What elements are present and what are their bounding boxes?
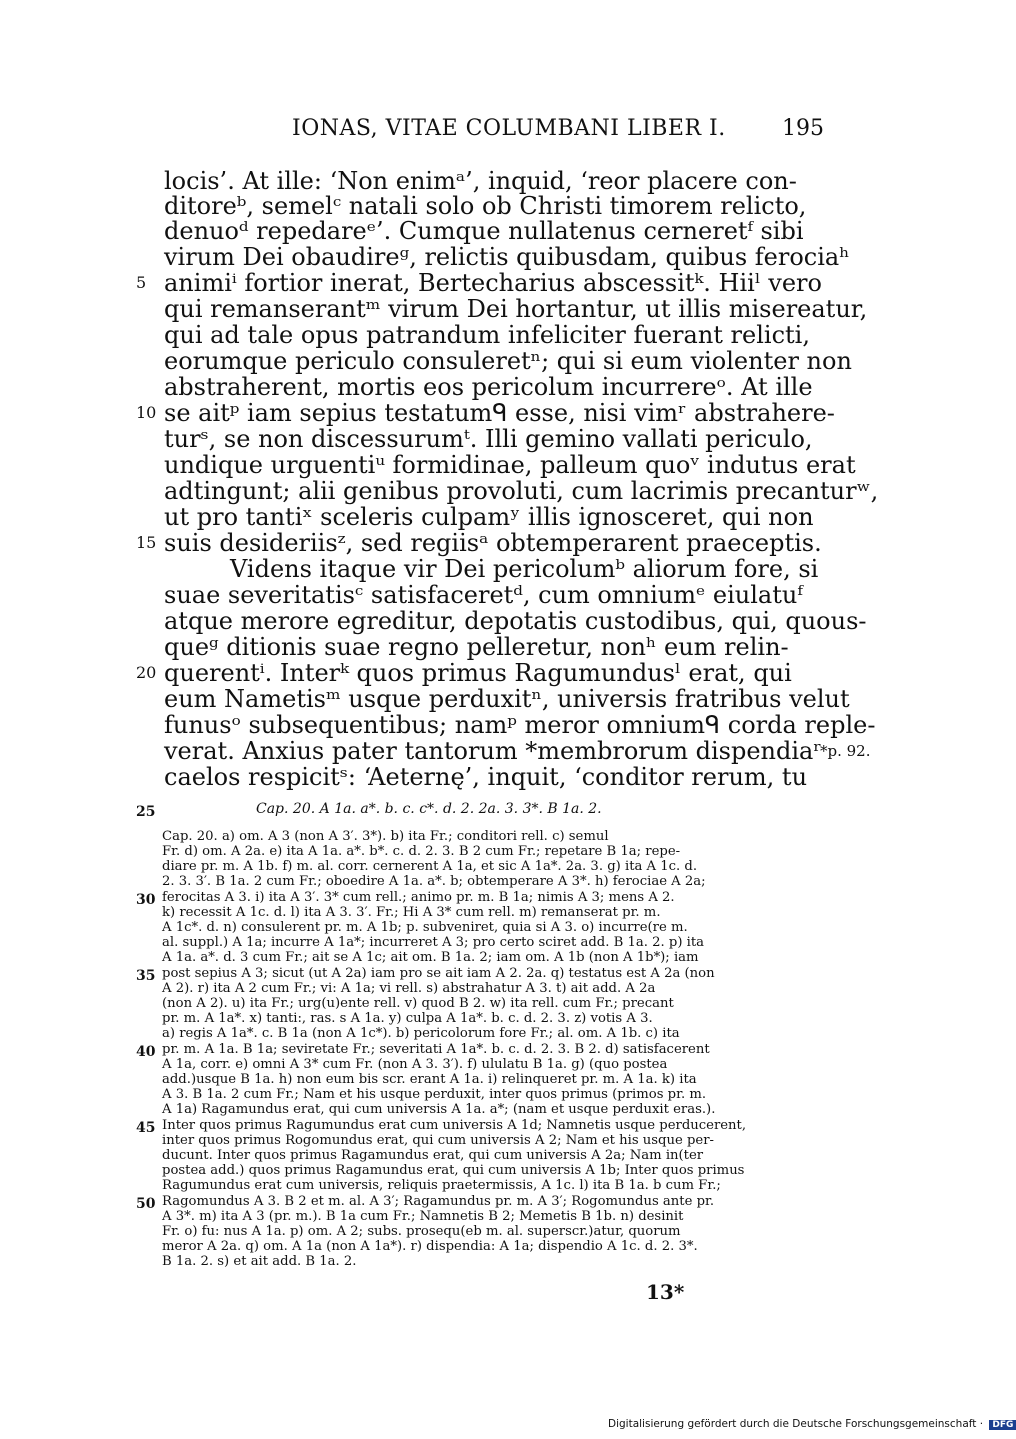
line-number: 5 bbox=[136, 273, 147, 292]
footnote-line: pr. m. A 1a. B 1a; seviretate Fr.; severitati A 1a*. b. c. d. 2. 3. B 2. d) satisfacerent bbox=[162, 1042, 710, 1057]
text-line: atque merore egreditur, depotatis custodibus, qui, quous- bbox=[164, 607, 867, 635]
footnote-line: A 3. B 1a. 2 cum Fr.; Nam et his usque perduxit, inter quos primus (primos pr. m. bbox=[162, 1087, 707, 1102]
text-line: qui remanserantᵐ virum Dei hortantur, ut illis misereatur, bbox=[164, 295, 868, 323]
text-line: ditoreᵇ, semelᶜ natali solo ob Christi timorem relicto, bbox=[164, 192, 807, 220]
apparatus-line-number: 40 bbox=[136, 1044, 156, 1060]
footnote-line: A 3*. m) ita A 3 (pr. m.). B 1a cum Fr.; Namnetis B 2; Memetis B 1b. n) desinit bbox=[162, 1209, 684, 1224]
text-line: animiⁱ fortior inerat, Bertecharius abscessitᵏ. Hiiˡ vero bbox=[164, 269, 822, 297]
text-line: Videns itaque vir Dei pericolumᵇ aliorum fore, si bbox=[230, 555, 819, 583]
footnote-line: Fr. d) om. A 2a. e) ita A 1a. a*. b*. c. d. 2. 3. B 2 cum Fr.; repetare B 1a; repe- bbox=[162, 844, 681, 859]
footnote-line: post sepius A 3; sicut (ut A 2a) iam pro se ait iam A 2. 2a. q) testatus est A 2a (non bbox=[162, 966, 715, 981]
apparatus-line-number: 25 bbox=[136, 804, 156, 820]
footnote-line: Ragumundus erat cum universis, reliquis praetermissis, A 1c. l) ita B 1a. b cum Fr.; bbox=[162, 1178, 721, 1193]
running-header bbox=[0, 116, 1000, 146]
text-line: caelos respicitˢ: ‘Aeternę’, inquit, ‘conditor rerum, tu bbox=[164, 763, 808, 791]
footnote-line: k) recessit A 1c. d. l) ita A 3. 3′. Fr.; Hi A 3* cum rell. m) remanserat pr. m. bbox=[162, 905, 661, 920]
apparatus-heading: Cap. 20. A 1a. a*. b. c. c*. d. 2. 2a. 3. 3*. B 1a. 2. bbox=[256, 801, 602, 817]
footnote-line: A 1a) Ragamundus erat, qui cum universis A 1a. a*; (nam et usque perduxit eras.). bbox=[162, 1102, 716, 1117]
running-title: IONAS, VITAE COLUMBANI LIBER I. bbox=[292, 116, 726, 141]
line-number: 15 bbox=[136, 533, 157, 552]
footnote-line: ferocitas A 3. i) ita A 3′. 3* cum rell.; animo pr. m. B 1a; nimis A 3; mens A 2. bbox=[162, 890, 675, 905]
footnote-line: A 1a, corr. e) omni A 3* cum Fr. (non A 3. 3′). f) ululatu B 1a. g) (quo postea bbox=[162, 1057, 668, 1072]
text-line: funusᵒ subsequentibus; namᵖ meror omniumᑫ corda reple- bbox=[164, 711, 876, 739]
footnote-line: a) regis A 1a*. c. B 1a (non A 1c*). b) pericolorum fore Fr.; al. om. A 1b. c) ita bbox=[162, 1026, 680, 1041]
signature-mark: 13* bbox=[646, 1280, 685, 1304]
footnote-line: Inter quos primus Ragumundus erat cum universis A 1d; Namnetis usque perducerent, bbox=[162, 1118, 747, 1133]
text-line: denuoᵈ repedareᵉ’. Cumque nullatenus cerneretᶠ sibi bbox=[164, 217, 804, 245]
apparatus-line-number: 30 bbox=[136, 892, 156, 908]
text-line: adtingunt; alii genibus provoluti, cum lacrimis precanturʷ, bbox=[164, 477, 879, 505]
footnote-line: A 2). r) ita A 2 cum Fr.; vi: A 1a; vi rell. s) abstrahatur A 3. t) ait add. A 2a bbox=[162, 981, 656, 996]
footnote-line: Cap. 20. a) om. A 3 (non A 3′. 3*). b) ita Fr.; conditori rell. c) semul bbox=[162, 829, 609, 844]
footnote-line: Ragomundus A 3. B 2 et m. al. A 3′; Ragamundus pr. m. A 3′; Rogomundus ante pr. bbox=[162, 1194, 715, 1209]
apparatus-line-number: 35 bbox=[136, 968, 156, 984]
digitization-credit bbox=[608, 1418, 1016, 1430]
text-line: eorumque periculo consuleretⁿ; qui si eum violenter non bbox=[164, 347, 852, 375]
text-line: se aitᵖ iam sepius testatumᑫ esse, nisi vimʳ abstrahere- bbox=[164, 399, 835, 427]
text-line: eum Nametisᵐ usque perduxitⁿ, universis fratribus velut bbox=[164, 685, 850, 713]
text-line: suae severitatisᶜ satisfaceretᵈ, cum omniumᵉ eiulatuᶠ bbox=[164, 581, 803, 609]
apparatus-line-number: 45 bbox=[136, 1120, 156, 1136]
text-line: turˢ, se non discessurumᵗ. Illi gemino vallati periculo, bbox=[164, 425, 813, 453]
text-line: ut pro tantiˣ sceleris culpamʸ illis ignosceret, qui non bbox=[164, 503, 814, 531]
line-number: 10 bbox=[136, 403, 157, 422]
footnote-line: 2. 3. 3′. B 1a. 2 cum Fr.; oboedire A 1a. a*. b; obtemperare A 3*. h) ferociae A 2a; bbox=[162, 874, 706, 889]
footnote-line: al. suppl.) A 1a; incurre A 1a*; incurreret A 3; pro certo sciret add. B 1a. 2. p) ita bbox=[162, 935, 705, 950]
text-line: verat. Anxius pater tantorum *membrorum dispendiaʳ bbox=[164, 737, 822, 765]
footnote-line: meror A 2a. q) om. A 1a (non A 1a*). r) dispendia: A 1a; dispendio A 1c. d. 2. 3*. bbox=[162, 1239, 698, 1254]
text-line: undique urguentiᵘ formidinae, palleum quoᵛ indutus erat bbox=[164, 451, 856, 479]
footnote-line: diare pr. m. A 1b. f) m. al. corr. cernerent A 1a, et sic A 1a*. 2a. 3. g) ita A 1c. d. bbox=[162, 859, 698, 874]
margin-page-reference: *p. 92. bbox=[820, 742, 871, 760]
footnote-line: inter quos primus Rogomundus erat, qui cum universis A 2; Nam et his usque per- bbox=[162, 1133, 714, 1148]
text-line: querentⁱ. Interᵏ quos primus Ragumundusˡ erat, qui bbox=[164, 659, 792, 687]
text-line: abstraherent, mortis eos pericolum incurrereᵒ. At ille bbox=[164, 373, 813, 401]
text-line: virum Dei obaudireᵍ, relictis quibusdam, quibus ferociaʰ bbox=[164, 243, 850, 271]
line-number: 20 bbox=[136, 663, 157, 682]
text-line: locis’. At ille: ‘Non enimᵃ’, inquid, ‘reor placere con- bbox=[164, 167, 797, 195]
footnote-line: Fr. o) fu: nus A 1a. p) om. A 2; subs. prosequ(eb m. al. superscr.)atur, quorum bbox=[162, 1224, 681, 1239]
footnote-line: B 1a. 2. s) et ait add. B 1a. 2. bbox=[162, 1254, 357, 1269]
dfg-logo: DFG bbox=[989, 1420, 1016, 1430]
footnote-line: postea add.) quos primus Ragamundus erat, qui cum universis A 1b; Inter quos primus bbox=[162, 1163, 745, 1178]
text-line: qui ad tale opus patrandum infeliciter fuerant relicti, bbox=[164, 321, 810, 349]
credit-text: Digitalisierung gefördert durch die Deutsche Forschungsgemeinschaft · bbox=[608, 1418, 984, 1430]
footnote-line: ducunt. Inter quos primus Ragamundus erat, qui cum universis A 2a; Nam in(ter bbox=[162, 1148, 704, 1163]
text-line: queᵍ ditionis suae regno pelleretur, nonʰ eum relin- bbox=[164, 633, 789, 661]
page-number: 195 bbox=[782, 116, 824, 141]
footnote-line: (non A 2). u) ita Fr.; urg(u)ente rell. v) quod B 2. w) ita rell. cum Fr.; precant bbox=[162, 996, 674, 1011]
apparatus-line-number: 50 bbox=[136, 1196, 156, 1212]
footnote-line: A 1a. a*. d. 3 cum Fr.; ait se A 1c; ait om. B 1a. 2; iam om. A 1b (non A 1b*); iam bbox=[162, 950, 699, 965]
text-line: suis desideriisᶻ, sed regiisᵃ obtemperarent praeceptis. bbox=[164, 529, 822, 557]
footnote-line: pr. m. A 1a*. x) tanti:, ras. s A 1a. y) culpa A 1a*. b. c. d. 2. 3. z) votis A 3. bbox=[162, 1011, 653, 1026]
footnote-line: add.)usque B 1a. h) non eum bis scr. erant A 1a. i) relinqueret pr. m. A 1a. k) ita bbox=[162, 1072, 697, 1087]
footnote-line: A 1c*. d. n) consulerent pr. m. A 1b; p. subveniret, quia si A 3. o) incurre(re m. bbox=[162, 920, 688, 935]
